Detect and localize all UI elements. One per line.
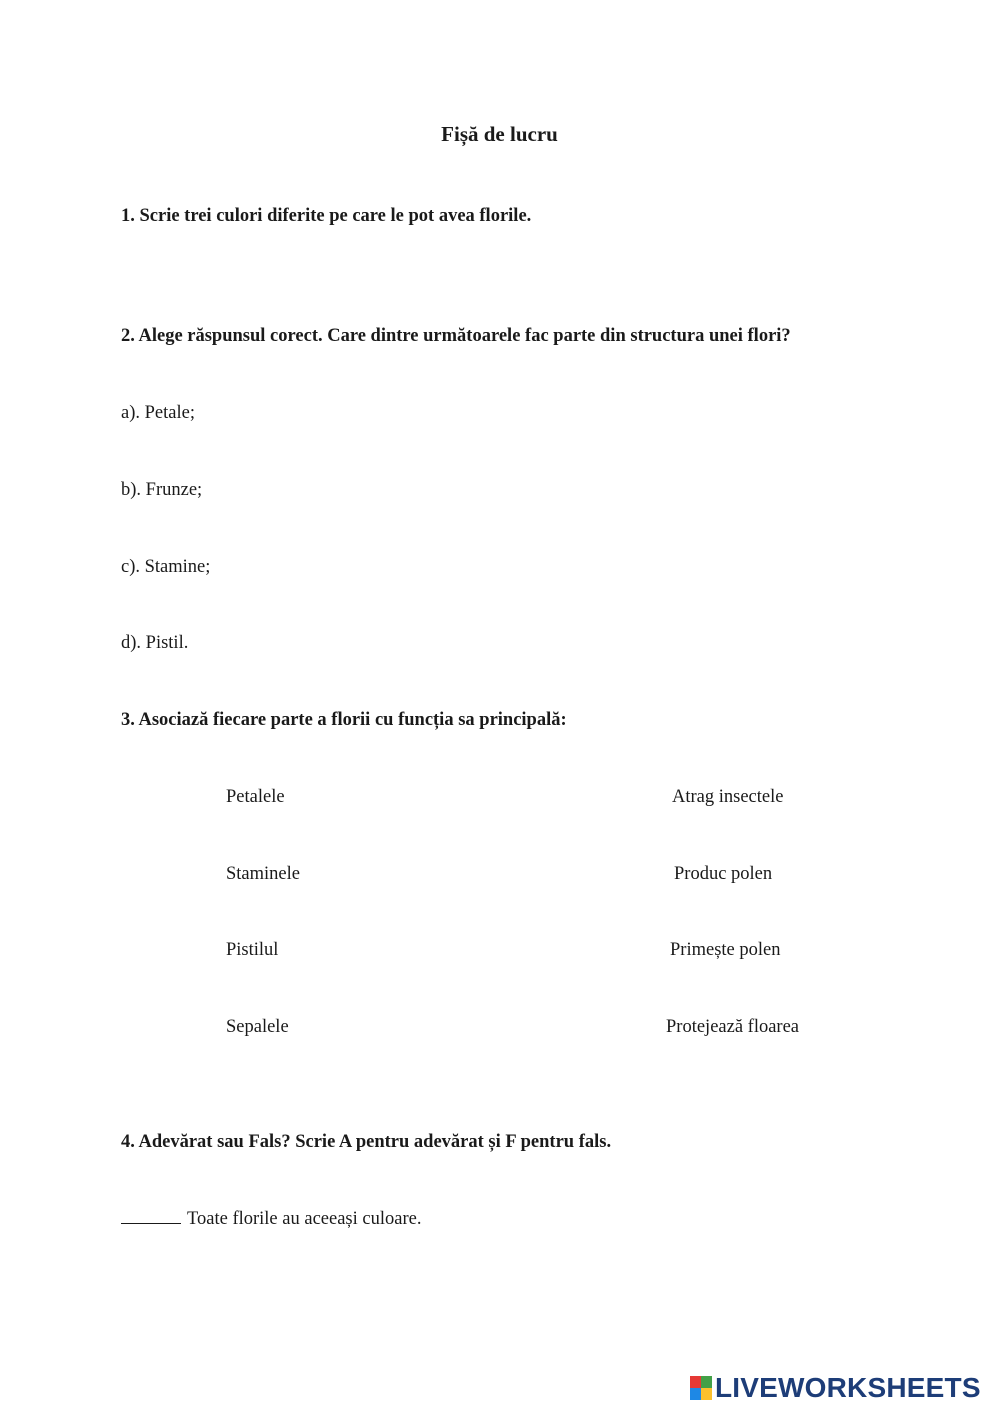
question-2: 2. Alege răspunsul corect. Care dintre următoarele fac parte din structura unei flori? bbox=[121, 326, 791, 346]
question-1: 1. Scrie trei culori diferite pe care le pot avea florile. bbox=[121, 206, 532, 226]
option-b: b). Frunze; bbox=[121, 480, 203, 500]
true-false-item bbox=[121, 1209, 421, 1230]
page-title: Fișă de lucru bbox=[441, 122, 558, 146]
match-left-item[interactable]: Sepalele bbox=[226, 1017, 289, 1037]
match-right-item[interactable]: Atrag insectele bbox=[672, 787, 784, 807]
match-left-item[interactable]: Pistilul bbox=[226, 940, 279, 960]
match-right-item[interactable]: Protejează floarea bbox=[666, 1017, 800, 1037]
match-right-item[interactable]: Primește polen bbox=[670, 940, 781, 960]
question-4: 4. Adevărat sau Fals? Scrie A pentru adevărat și F pentru fals. bbox=[121, 1132, 612, 1152]
match-left-item[interactable]: Petalele bbox=[226, 787, 285, 807]
option-d: d). Pistil. bbox=[121, 633, 189, 653]
option-a: a). Petale; bbox=[121, 403, 195, 423]
true-false-statement: Toate florile au aceeași culoare. bbox=[187, 1209, 422, 1229]
answer-blank[interactable] bbox=[121, 1209, 181, 1224]
match-right-item[interactable]: Produc polen bbox=[674, 864, 773, 884]
liveworksheets-logo bbox=[690, 1373, 981, 1403]
option-c: c). Stamine; bbox=[121, 557, 211, 577]
question-3: 3. Asociază fiecare parte a florii cu funcția sa principală: bbox=[121, 710, 567, 730]
logo-text: LIVEWORKSHEETS bbox=[715, 1372, 981, 1403]
logo-mark-icon bbox=[690, 1376, 712, 1400]
match-left-item[interactable]: Staminele bbox=[226, 864, 300, 884]
